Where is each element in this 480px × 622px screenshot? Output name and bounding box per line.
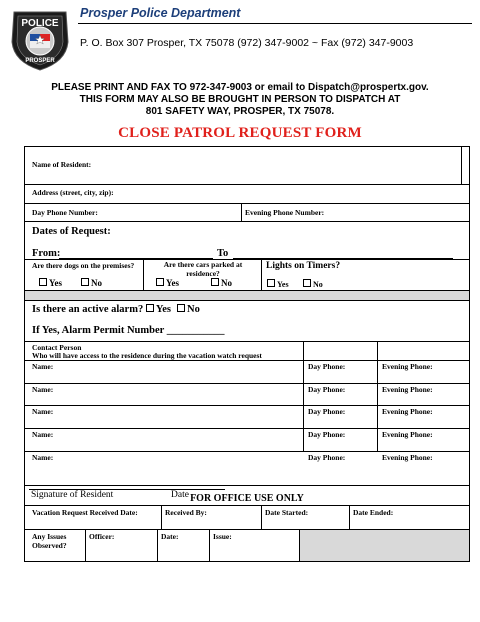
to-underline: [233, 258, 453, 259]
from-underline: [59, 258, 213, 259]
checkbox-icon: [211, 278, 219, 286]
badge-bottom-text: PROSPER: [25, 58, 55, 64]
column-divider: [461, 147, 462, 184]
contact-name-label: Name:: [32, 453, 54, 462]
alarm-no-checkbox[interactable]: No: [177, 304, 200, 315]
column-divider: [377, 341, 378, 451]
column-divider: [261, 505, 262, 529]
header-rule: [78, 23, 472, 24]
contact-name-label: Name:: [32, 362, 54, 371]
column-divider: [303, 341, 304, 451]
shaded-office-cell: [300, 530, 469, 561]
signature-date-label: Date: [171, 490, 189, 500]
from-label: From:: [32, 248, 61, 259]
police-badge-logo: [8, 8, 72, 72]
checkbox-icon: [177, 304, 185, 312]
form-frame: [24, 146, 470, 562]
checkbox-icon: [303, 279, 311, 287]
column-divider: [157, 529, 158, 561]
row-divider: [25, 485, 469, 486]
lights-yes-checkbox[interactable]: Yes: [267, 279, 289, 289]
row-divider: [25, 221, 469, 222]
shaded-band: [25, 291, 469, 300]
contact-person-label: Contact Person: [32, 343, 82, 352]
dates-of-request-label: Dates of Request:: [32, 226, 111, 237]
name-of-resident-label: Name of Resident:: [32, 160, 92, 169]
office-use-heading: FOR OFFICE USE ONLY: [190, 493, 304, 504]
badge-top-text: POLICE: [21, 18, 59, 29]
contact-evening-phone-label: Evening Phone:: [382, 385, 433, 394]
column-divider: [241, 203, 242, 221]
alarm-yes-checkbox[interactable]: [146, 304, 154, 312]
contact-evening-phone-label: Evening Phone:: [382, 407, 433, 416]
alarm-permit-label: If Yes, Alarm Permit Number ___________: [32, 325, 225, 336]
contact-name-label: Name:: [32, 385, 54, 394]
lights-no-checkbox[interactable]: No: [303, 279, 323, 289]
alarm-question: Is there an active alarm? Yes: [32, 304, 171, 315]
day-phone-label: Day Phone Number:: [32, 208, 98, 217]
contact-day-phone-label: Day Phone:: [308, 362, 346, 371]
contact-name-label: Name:: [32, 430, 54, 439]
contact-who-label: Who will have access to the residence during the vacation watch request: [32, 351, 262, 360]
officer-label: Officer:: [89, 532, 115, 541]
row-divider: [25, 341, 469, 342]
lights-question: Lights on Timers?: [266, 261, 341, 271]
contact-evening-phone-label: Evening Phone:: [382, 430, 433, 439]
evening-phone-label: Evening Phone Number:: [245, 208, 325, 217]
contact-day-phone-label: Day Phone:: [308, 430, 346, 439]
contact-day-phone-label: Day Phone:: [308, 407, 346, 416]
signature-of-resident-label: Signature of Resident: [31, 490, 114, 500]
row-divider: [25, 451, 469, 452]
dogs-yes-checkbox[interactable]: Yes: [39, 278, 62, 288]
checkbox-icon: [267, 279, 275, 287]
office-date-label: Date:: [161, 532, 179, 541]
issue-label: Issue:: [213, 532, 232, 541]
any-issues-label-line-1: Any Issues: [32, 532, 67, 541]
contact-evening-phone-label: Evening Phone:: [382, 453, 433, 462]
cars-no-checkbox[interactable]: No: [211, 278, 232, 288]
dogs-no-checkbox[interactable]: No: [81, 278, 102, 288]
row-divider: [25, 259, 469, 260]
column-divider: [143, 259, 144, 290]
checkbox-icon: [81, 278, 89, 286]
any-issues-label-line-2: Observed?: [32, 541, 67, 550]
column-divider: [161, 505, 162, 529]
checkbox-icon: [156, 278, 164, 286]
column-divider: [209, 529, 210, 561]
instruction-line-2: THIS FORM MAY ALSO BE BROUGHT IN PERSON TO DISPATCH AT: [79, 94, 401, 105]
row-divider: [25, 405, 469, 406]
contact-day-phone-label: Day Phone:: [308, 453, 346, 462]
cars-yes-checkbox[interactable]: Yes: [156, 278, 179, 288]
department-name: Prosper Police Department: [80, 6, 241, 20]
column-divider: [349, 505, 350, 529]
column-divider: [85, 529, 86, 561]
date-ended-label: Date Ended:: [353, 508, 394, 517]
column-divider: [261, 259, 262, 290]
row-divider: [25, 428, 469, 429]
dogs-question: Are there dogs on the premises?: [32, 261, 135, 270]
to-label: To: [217, 248, 229, 259]
instruction-line-1: PLEASE PRINT AND FAX TO 972-347-9003 or email to Dispatch@prospertx.gov.: [51, 82, 429, 93]
cars-question-line-2: residence?: [186, 269, 220, 278]
form-title: CLOSE PATROL REQUEST FORM: [118, 125, 362, 141]
cars-question-line-1: Are there cars parked at: [163, 260, 243, 269]
instruction-line-3: 801 SAFETY WAY, PROSPER, TX 75078.: [145, 106, 335, 117]
vacation-received-date-label: Vacation Request Received Date:: [32, 508, 138, 517]
contact-evening-phone-label: Evening Phone:: [382, 362, 433, 371]
contact-name-label: Name:: [32, 407, 54, 416]
checkbox-icon: [39, 278, 47, 286]
received-by-label: Received By:: [165, 508, 207, 517]
date-started-label: Date Started:: [265, 508, 309, 517]
row-divider: [25, 383, 469, 384]
address-label: Address (street, city, zip):: [32, 188, 114, 197]
contact-day-phone-label: Day Phone:: [308, 385, 346, 394]
row-divider: [25, 300, 469, 301]
row-divider: [25, 184, 469, 185]
department-address: P. O. Box 307 Prosper, TX 75078 (972) 347-9002 ~ Fax (972) 347-9003: [80, 37, 414, 49]
row-divider: [25, 505, 469, 506]
row-divider: [25, 203, 469, 204]
